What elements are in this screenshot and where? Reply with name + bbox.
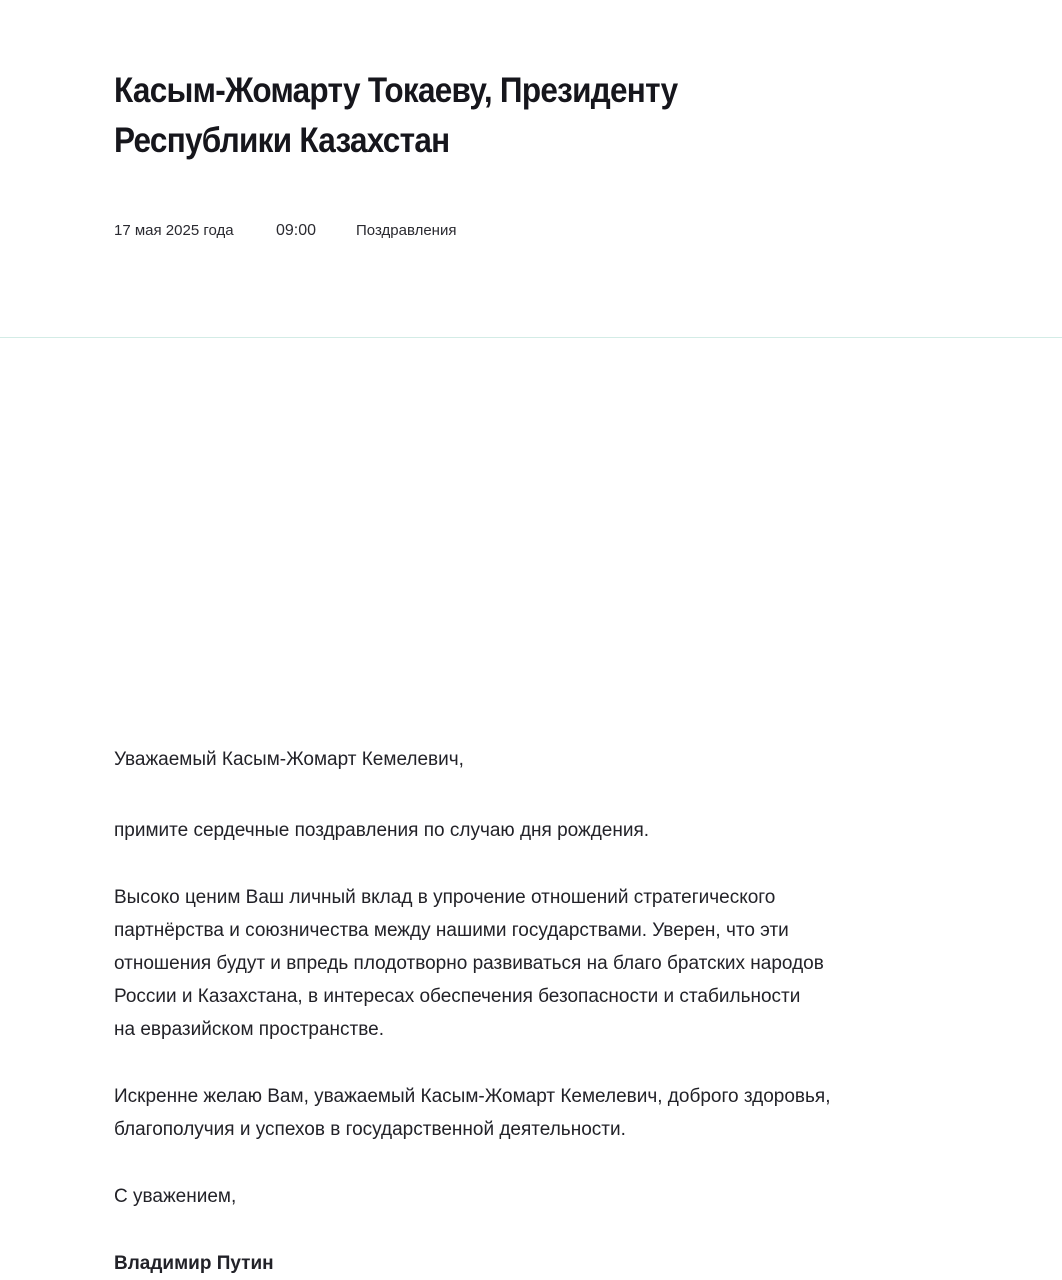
signature: Владимир Путин: [114, 1253, 274, 1274]
document-header: [0, 0, 1062, 338]
text-line: Высоко ценим Ваш личный вклад в упрочение отношений стратегического: [114, 887, 776, 908]
paragraph-main: [114, 881, 914, 1046]
text-line: партнёрства и союзничества между нашими государствами. Уверен, что эти: [114, 920, 789, 941]
paragraph-congratulations: примите сердечные поздравления по случаю дня рождения.: [114, 820, 650, 841]
publication-time: 09:00: [276, 222, 317, 239]
text-line: Искренне желаю Вам, уважаемый Касым-Жомарт Кемелевич, доброго здоровья,: [114, 1086, 831, 1107]
category-link[interactable]: Поздравления: [356, 222, 457, 239]
text-line: на евразийском пространстве.: [114, 1019, 384, 1040]
text-line: отношения будут и впредь плодотворно развиваться на благо братских народов: [114, 953, 824, 974]
paragraph-wishes: [114, 1080, 914, 1146]
publication-date: 17 мая 2025 года: [114, 222, 234, 239]
paragraph-closing: С уважением,: [114, 1186, 237, 1207]
paragraph-greeting: Уважаемый Касым-Жомарт Кемелевич,: [114, 749, 464, 770]
text-line: России и Казахстана, в интересах обеспечения безопасности и стабильности: [114, 986, 801, 1007]
page-title: Касым-Жомарту Токаеву, Президенту Республики Казахстан: [114, 71, 678, 160]
text-line: благополучия и успехов в государственной деятельности.: [114, 1119, 626, 1140]
